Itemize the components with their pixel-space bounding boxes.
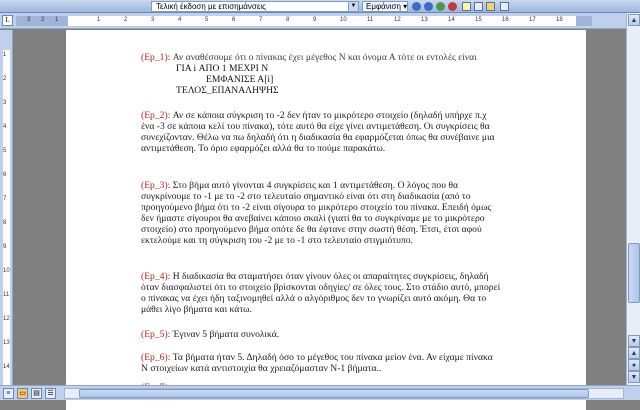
- vruler-tick: 8: [3, 220, 7, 226]
- highlight-icon[interactable]: [486, 2, 495, 11]
- ruler-tick: 4: [178, 17, 182, 23]
- ruler-right-margin: [576, 16, 592, 26]
- reject-change-icon[interactable]: [448, 2, 457, 11]
- print-layout-view-button[interactable]: ▤: [31, 388, 42, 399]
- ep5-text: Έγιναν 5 βήματα συνολικά.: [170, 329, 280, 340]
- select-browse-object-button[interactable]: ●: [628, 359, 640, 371]
- ruler-tick: 9: [313, 17, 317, 23]
- chevron-down-icon: ▾: [403, 2, 408, 11]
- ep2-text: Αν σε κάποια σύγκριση το -2 δεν ήταν το μικρότερο στοιχείο (δηλαδή υπήρχε π.χ ένα -3 σε κάποια κελί του πίνακα), τότε αυτό θα είχε γίνει αντιμετάθεση. Οι συγκρίσεις θα συνεχίζονταν. Θέλω να πω δηλαδή ότι η διαδικασία θα εφαρμόζεται όπως θα συνέβαινε μια αντιμετάθεση. Το όριο εφαρμόζει αλλά θα το πούμε παρακάτω.: [141, 110, 495, 154]
- web-layout-view-button[interactable]: ▭: [17, 388, 28, 399]
- previous-change-icon[interactable]: [412, 2, 421, 11]
- previous-page-button[interactable]: ▲: [628, 347, 640, 359]
- ep5-tag: (Ep_5):: [141, 329, 171, 340]
- paragraph-ep6[interactable]: [141, 352, 501, 374]
- ep4-text: Η διαδικασία θα σταματήσει όταν γίνουν όλες οι απαραίτητες συγκρίσεις, δηλαδή όταν διασφαλιστεί ότι το στοιχείο βρίσκονται οδηγίες/ σε όλες τους. Στο στάδιο αυτό, μπορεί ο πίνακας να έχει ήδη ταξινομηθεί αλλά ο αλγόριθμος δεν το γνωρίζει αυτό ακόμη. Θα το μάθει λίγο βήματα και κάτω.: [141, 271, 501, 315]
- vruler-tick: 11: [3, 292, 10, 298]
- tab-selector-button[interactable]: L: [2, 15, 13, 26]
- ruler-tick: 7: [259, 17, 263, 23]
- code-line-3: ΤΕΛΟΣ_ΕΠΑΝΑΛΗΨΗΣ: [176, 85, 279, 96]
- paragraph-ep5[interactable]: [141, 329, 501, 340]
- vruler-tick: 7: [3, 196, 7, 202]
- new-comment-icon[interactable]: [462, 2, 471, 11]
- ruler-tick: 2: [124, 17, 128, 23]
- ruler-tick: 15: [475, 17, 482, 23]
- ep2-tag: (Ep_2):: [141, 110, 171, 121]
- ruler-tick: 3: [27, 17, 31, 23]
- show-markup-label: Εμφάνιση: [366, 2, 401, 11]
- horizontal-scrollbar[interactable]: [64, 388, 624, 399]
- ep1-text: Αν αναθέσουμε ότι ο πίνακας έχει μέγεθος Ν και όνομα Α τότε οι εντολές είναι: [170, 52, 477, 63]
- ruler-tick: 3: [151, 17, 155, 23]
- vruler-tick: 12: [3, 316, 10, 322]
- reviewing-pane-icon[interactable]: [500, 2, 509, 11]
- ep6-text: Τα βήματα ήταν 5. Δηλαδή όσο το μέγεθος του πίνακα μείον ένα. Αν είχαμε πίνακα Ν στοιχείων κατά αντιστοιχία θα χρειαζόμασταν Ν-1 βήματα..: [141, 352, 493, 374]
- display-for-review-combo[interactable]: [151, 1, 359, 12]
- vruler-tick: 10: [3, 268, 10, 274]
- ruler-tick: 13: [421, 17, 428, 23]
- scroll-up-button[interactable]: ▲: [628, 14, 640, 26]
- ep3-tag: (Ep_3):: [141, 180, 171, 191]
- track-changes-icon[interactable]: [474, 2, 483, 11]
- vruler-tick: 1: [3, 52, 7, 58]
- vruler-tick: 14: [3, 364, 10, 370]
- ruler-tick: 12: [394, 17, 401, 23]
- ruler-tick: 6: [232, 17, 236, 23]
- document-page[interactable]: [66, 30, 586, 410]
- vruler-tick: 2: [3, 76, 7, 82]
- ruler-tick: 18: [556, 17, 563, 23]
- horizontal-scroll-thumb[interactable]: [79, 389, 589, 398]
- code-line-1: ΓΙΑ i ΑΠΟ 1 ΜΕΧΡΙ Ν: [176, 63, 269, 74]
- code-line-2: ΕΜΦΑΝΙΣΕ Α[i]: [206, 74, 274, 85]
- ruler-tick: 16: [502, 17, 509, 23]
- ruler-tick: 1: [97, 17, 101, 23]
- ep1-tag: (Ep_1):: [141, 52, 171, 63]
- vruler-tick: 9: [3, 244, 7, 250]
- accept-change-icon[interactable]: [436, 2, 445, 11]
- scroll-down-button[interactable]: ▼: [628, 335, 640, 347]
- ruler-tick: 10: [340, 17, 347, 23]
- ruler-tick: 17: [529, 17, 536, 23]
- ruler-tick: 5: [205, 17, 209, 23]
- normal-view-button[interactable]: ≡: [3, 388, 14, 399]
- next-change-icon[interactable]: [424, 2, 433, 11]
- view-and-scroll-bar: [0, 385, 640, 400]
- document-viewport[interactable]: [14, 30, 626, 385]
- display-for-review-value: Τελική έκδοση με επισημάνσεις: [156, 2, 267, 11]
- vertical-scroll-thumb[interactable]: [628, 243, 640, 303]
- vruler-tick: 13: [3, 340, 10, 346]
- ruler-tick: 14: [448, 17, 455, 23]
- paragraph-ep1[interactable]: [141, 52, 501, 63]
- ep3-text: Στο βήμα αυτό γίνονται 4 συγκρίσεις και 1 αντιμετάθεση. Ο λόγος που θα συγκρίνουμε το -1 με το -2 στο τελευταίο σημαντικό είναι ότι στη διαδικασία (από το προηγούμενο βήμα ότι το -2 είναι σίγουρα το μικρότερο στοιχείο του πίνακα. Επειδή όμως δεν ήμαστε σίγουροι θα ανεβαίνει κάποιο σκαλί (γιατί θα το συγκρίναμε με το μικρότερο στοιχείο) στο προηγούμενο βήμα οπότε δε θα έφτανε στην σωστή θέση. Έτσι, έτσι αφού εκτελούμε και τη σύγκριση του -2 με το -1 στο τελευταίο στιγμιότυπο.: [141, 180, 492, 246]
- vruler-tick: 6: [3, 172, 7, 178]
- chevron-down-icon[interactable]: ▼: [348, 2, 358, 11]
- ruler-tick: 2: [41, 17, 45, 23]
- vertical-ruler[interactable]: [0, 30, 13, 385]
- ruler-tick: 8: [286, 17, 290, 23]
- ep4-tag: (Ep_4):: [141, 271, 171, 282]
- paragraph-ep3[interactable]: [141, 180, 501, 246]
- paragraph-ep4[interactable]: [141, 271, 501, 315]
- review-toolbar: [0, 0, 640, 13]
- vruler-tick: 4: [3, 124, 7, 130]
- paragraph-ep2[interactable]: [141, 110, 501, 154]
- ruler-tick: 1: [55, 17, 59, 23]
- vruler-tick: 3: [3, 100, 7, 106]
- ep6-tag: (Ep_6):: [141, 352, 171, 363]
- vertical-scrollbar[interactable]: [626, 13, 640, 385]
- horizontal-ruler[interactable]: [0, 13, 640, 29]
- ruler-text-area: [68, 16, 576, 26]
- ruler-tick: 11: [367, 17, 374, 23]
- show-markup-button[interactable]: [362, 1, 408, 12]
- vruler-tick: 5: [3, 148, 7, 154]
- next-page-button[interactable]: ▼: [628, 371, 640, 383]
- outline-view-button[interactable]: ☰: [45, 388, 56, 399]
